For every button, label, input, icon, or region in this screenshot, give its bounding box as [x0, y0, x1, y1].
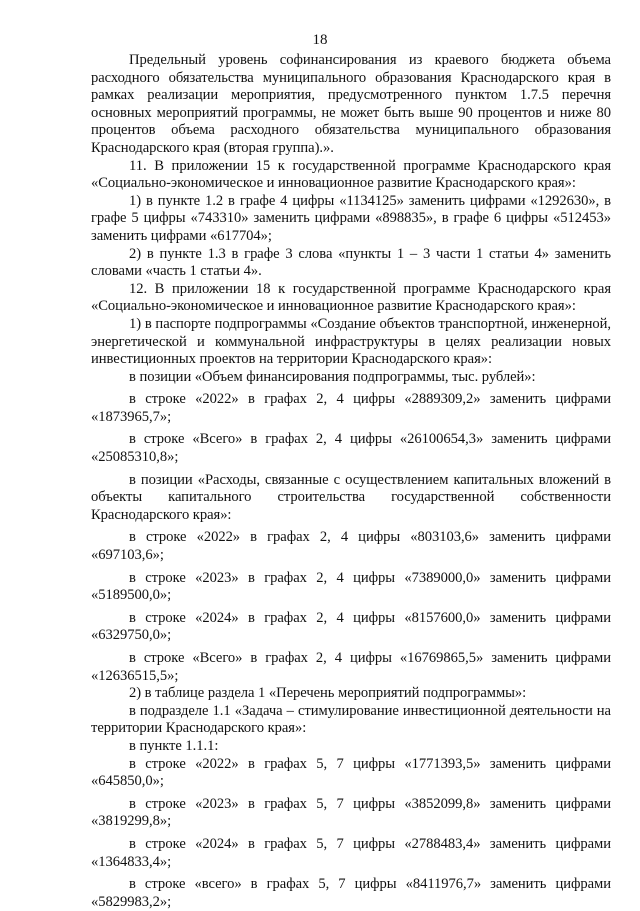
paragraph-point-1-1-1: в пункте 1.1.1:: [129, 737, 219, 754]
paragraph-capital-row-2024: в строке «2024» в графах 2, 4 цифры «8157600,0» заменить цифрами «6329750,0»;: [91, 609, 611, 644]
paragraph-cofinancing-limit: Предельный уровень софинансирования из краевого бюджета объема расходного обязательства муниципального образования Краснодарского края в рамках реализации мероприятия, предусмотренного пунктом 1.7.5 перечня основных мероприятий программы, не может быть выше 90 процентов и ниже 80 процентов объема расходного обязательства муниципального образования Краснодарского края (вторая группа).».: [91, 52, 611, 156]
paragraph-12-1: 1) в паспорте подпрограммы «Создание объектов транспортной, инженерной, энергетической и коммунальной инфраструктуры в целях реализации новых инвестиционных проектов на территории Краснодарского края»:: [91, 315, 611, 368]
paragraph-financing-position: в позиции «Объем финансирования подпрограммы, тыс. рублей»:: [129, 368, 536, 385]
paragraph-point-row-total: в строке «всего» в графах 5, 7 цифры «8411976,7» заменить цифрами «5829983,2»;: [91, 876, 611, 910]
paragraph-11-1: 1) в пункте 1.2 в графе 4 цифры «1134125» заменить цифрами «1292630», в графе 5 цифры «743310» заменить цифрами «898835», в графе 6 цифры «512453» заменить цифрами «617704»;: [91, 192, 611, 244]
paragraph-item-12: 12. В приложении 18 к государственной программе Краснодарского края «Социально-экономическое и инновационное развитие Краснодарского края»:: [91, 280, 611, 315]
paragraph-12-2: 2) в таблице раздела 1 «Перечень мероприятий подпрограммы»:: [129, 685, 527, 702]
paragraph-capital-expenses-position: в позиции «Расходы, связанные с осуществлением капитальных вложений в объекты капитального строительства государственной собственности Краснодарского края»:: [91, 471, 611, 523]
page-number: 18: [312, 32, 328, 48]
paragraph-11-2: 2) в пункте 1.3 в графе 3 слова «пункты 1 – 3 части 1 статьи 4» заменить словами «часть 1 статьи 4».: [91, 245, 611, 280]
paragraph-point-row-2024: в строке «2024» в графах 5, 7 цифры «2788483,4» заменить цифрами «1364833,4»;: [91, 835, 611, 870]
paragraph-row-total: в строке «Всего» в графах 2, 4 цифры «26100654,3» заменить цифрами «25085310,8»;: [91, 431, 611, 466]
paragraph-subsection-1-1: в подразделе 1.1 «Задача – стимулирование инвестиционной деятельности на территории Краснодарского края»:: [91, 702, 611, 737]
paragraph-item-11: 11. В приложении 15 к государственной программе Краснодарского края «Социально-экономическое и инновационное развитие Краснодарского края»:: [91, 157, 611, 192]
paragraph-point-row-2022: в строке «2022» в графах 5, 7 цифры «1771393,5» заменить цифрами «645850,0»;: [91, 755, 611, 790]
paragraph-capital-row-total: в строке «Всего» в графах 2, 4 цифры «16769865,5» заменить цифрами «12636515,5»;: [91, 650, 611, 684]
paragraph-row-2022: в строке «2022» в графах 2, 4 цифры «2889309,2» заменить цифрами «1873965,7»;: [91, 391, 611, 425]
paragraph-capital-row-2023: в строке «2023» в графах 2, 4 цифры «7389000,0» заменить цифрами «5189500,0»;: [91, 569, 611, 604]
paragraph-point-row-2023: в строке «2023» в графах 5, 7 цифры «3852099,8» заменить цифрами «3819299,8»;: [91, 795, 611, 830]
document-body: [91, 52, 611, 911]
paragraph-capital-row-2022: в строке «2022» в графах 2, 4 цифры «803103,6» заменить цифрами «697103,6»;: [91, 529, 611, 564]
